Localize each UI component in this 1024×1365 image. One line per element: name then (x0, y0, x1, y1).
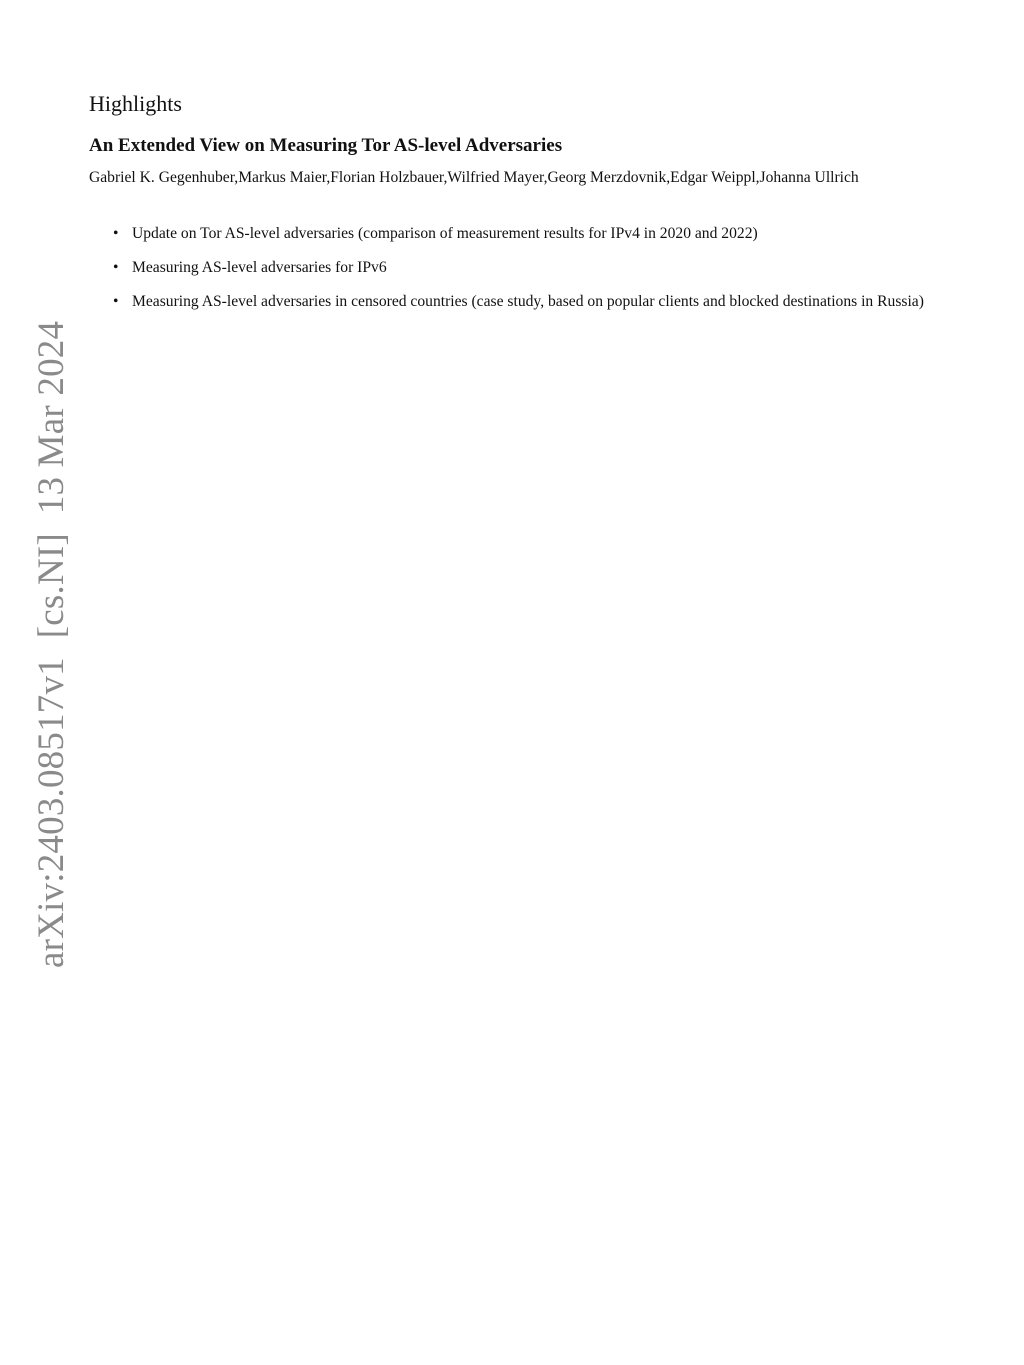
bullet-icon: • (113, 259, 119, 276)
bullet-icon: • (113, 293, 119, 310)
highlight-text: Update on Tor AS-level adversaries (comparison of measurement results for IPv4 in 2020 and 2022) (132, 225, 758, 242)
bullet-icon: • (113, 225, 119, 242)
paper-title: An Extended View on Measuring Tor AS-level Adversaries (89, 135, 563, 156)
highlights-heading: Highlights (89, 91, 182, 116)
highlight-item (112, 257, 942, 278)
highlights-list (112, 223, 942, 325)
highlight-text: Measuring AS-level adversaries for IPv6 (132, 259, 387, 276)
highlight-text: Measuring AS-level adversaries in censored countries (case study, based on popular clients and blocked destinations in Russia) (132, 293, 924, 310)
author-list: Gabriel K. Gegenhuber,Markus Maier,Florian Holzbauer,Wilfried Mayer,Georg Merzdovnik,Edgar Weippl,Johanna Ullrich (89, 169, 859, 186)
highlight-item (112, 223, 942, 244)
arxiv-identifier-stamp: arXiv:2403.08517v1 [cs.NI] 13 Mar 2024 (31, 320, 72, 968)
highlight-item (112, 291, 942, 312)
